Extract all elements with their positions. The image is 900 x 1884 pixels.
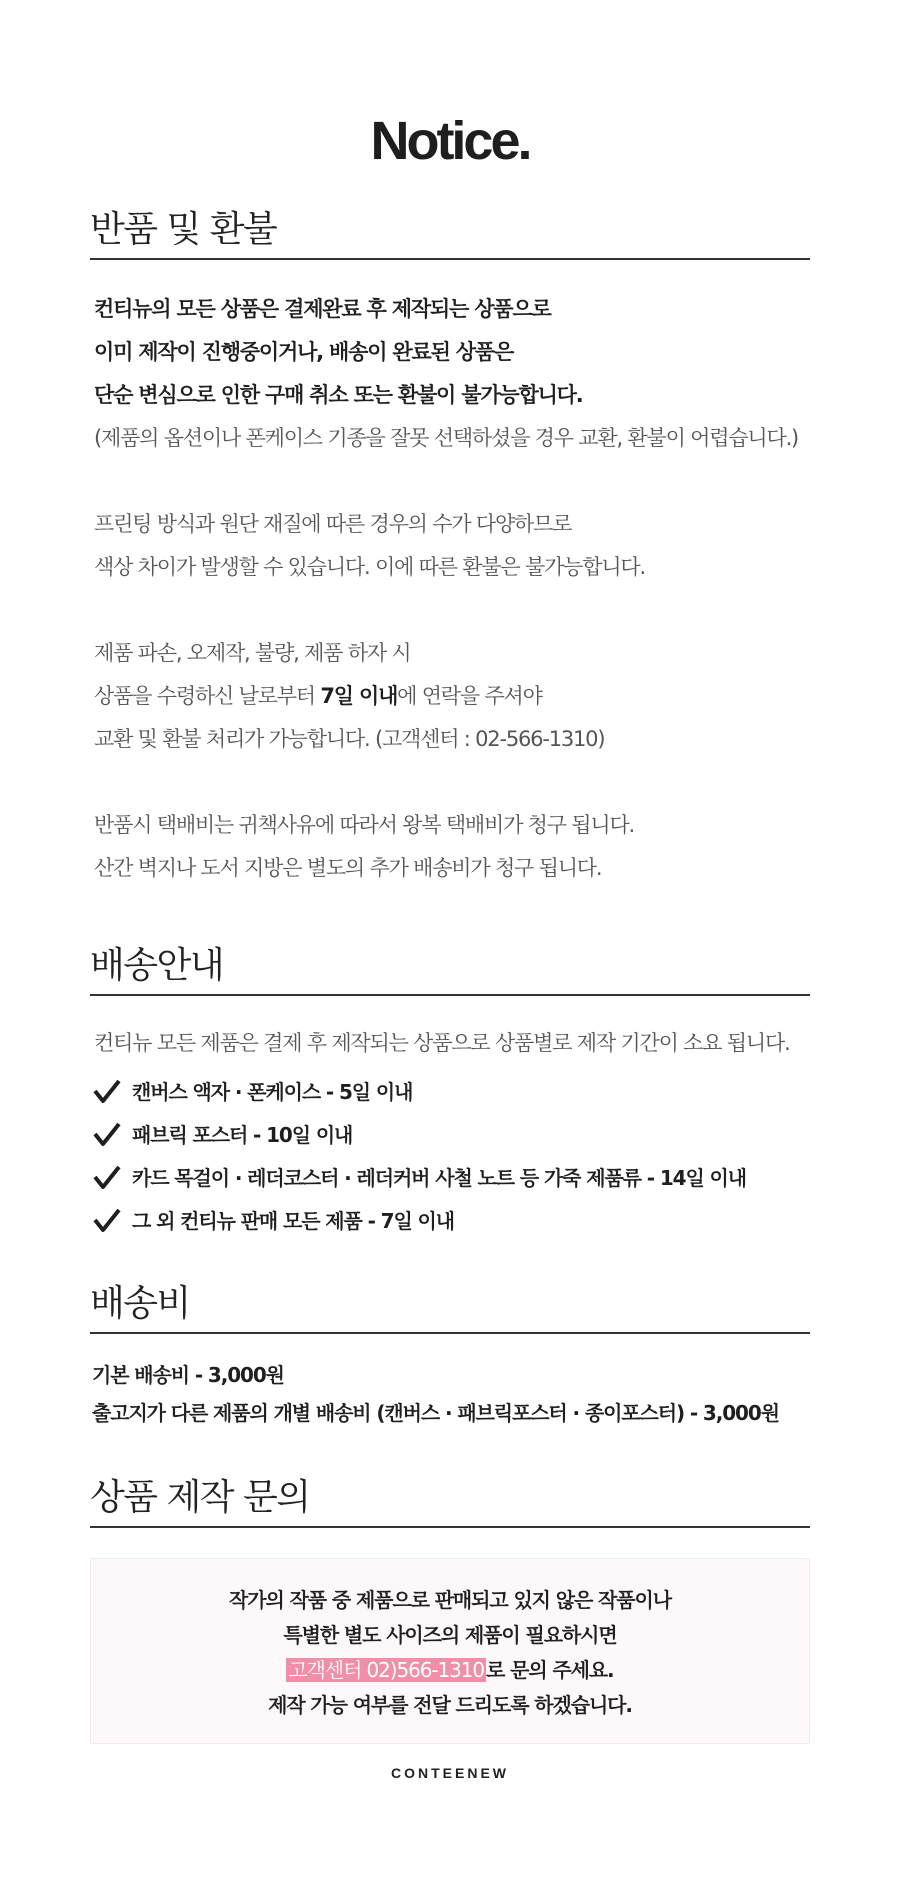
refund-line: (제품의 옵션이나 폰케이스 기종을 잘못 선택하셨을 경우 교환, 환불이 어렵습니다.) xyxy=(94,426,799,450)
refund-line-part: 상품을 수령하신 날로부터 xyxy=(94,684,321,708)
brand-logo: CONTEENEW xyxy=(391,1765,509,1781)
check-icon xyxy=(92,1162,122,1192)
refund-line: 이미 제작이 진행중이거나, 배송이 완료된 상품은 xyxy=(94,340,514,364)
refund-section xyxy=(90,206,810,890)
list-item-label: 그 외 컨티뉴 판매 모든 제품 - 7일 이내 xyxy=(132,1209,454,1233)
fee-line: 기본 배송비 - 3,000원 xyxy=(92,1363,284,1387)
refund-line: 제품 파손, 오제작, 불량, 제품 하자 시 xyxy=(94,641,411,665)
customer-center-highlight: 고객센터 02)566-1310 xyxy=(288,1658,485,1682)
refund-line-part: 에 연락을 주셔야 xyxy=(397,684,542,708)
inquiry-line: 제작 가능 여부를 전달 드리도록 하겠습니다. xyxy=(268,1693,632,1717)
list-item xyxy=(92,1112,810,1155)
refund-heading: 반품 및 환불 xyxy=(90,206,810,260)
refund-line: 교환 및 환불 처리가 가능합니다. (고객센터 : 02-566-1310) xyxy=(94,727,605,751)
inquiry-line: 작가의 작품 중 제품으로 판매되고 있지 않은 작품이나 xyxy=(229,1588,671,1612)
list-item-label: 패브릭 포스터 - 10일 이내 xyxy=(132,1123,353,1147)
list-item xyxy=(92,1069,810,1112)
refund-line: 컨티뉴의 모든 상품은 결제완료 후 제작되는 상품으로 xyxy=(94,297,551,321)
shipping-section xyxy=(90,942,810,1241)
refund-line xyxy=(94,675,810,718)
check-icon xyxy=(92,1076,122,1106)
list-item xyxy=(92,1198,810,1241)
inquiry-box xyxy=(90,1558,810,1744)
inquiry-line xyxy=(91,1653,809,1688)
shipping-heading: 배송안내 xyxy=(90,942,810,996)
shipping-intro: 컨티뉴 모든 제품은 결제 후 제작되는 상품으로 상품별로 제작 기간이 소요 됩니다. xyxy=(94,1031,790,1055)
list-item-label: 캔버스 액자 · 폰케이스 - 5일 이내 xyxy=(132,1080,413,1104)
refund-deadline: 7일 이내 xyxy=(320,684,398,708)
check-icon xyxy=(92,1205,122,1235)
inquiry-section xyxy=(90,1474,810,1744)
fee-heading: 배송비 xyxy=(90,1280,810,1334)
inquiry-line-rest: 로 문의 주세요. xyxy=(486,1658,614,1682)
refund-line: 단순 변심으로 인한 구매 취소 또는 환불이 불가능합니다. xyxy=(94,383,583,407)
inquiry-heading: 상품 제작 문의 xyxy=(90,1474,810,1528)
refund-line: 프린팅 방식과 원단 재질에 따른 경우의 수가 다양하므로 xyxy=(94,512,572,536)
inquiry-line: 특별한 별도 사이즈의 제품이 필요하시면 xyxy=(283,1623,617,1647)
list-item-label: 카드 목걸이 · 레더코스터 · 레더커버 사철 노트 등 가죽 제품류 - 14일 이내 xyxy=(132,1166,746,1190)
fee-line: 출고지가 다른 제품의 개별 배송비 (캔버스 · 패브릭포스터 · 종이포스터) - 3,000원 xyxy=(92,1401,779,1425)
list-item xyxy=(92,1155,810,1198)
page-title: Notice. xyxy=(370,111,530,171)
refund-line: 산간 벽지나 도서 지방은 별도의 추가 배송비가 청구 됩니다. xyxy=(94,856,602,880)
refund-text xyxy=(90,288,810,890)
fee-section xyxy=(90,1280,810,1432)
refund-line: 색상 차이가 발생할 수 있습니다. 이에 따른 환불은 불가능합니다. xyxy=(94,555,645,579)
refund-line: 반품시 택배비는 귀책사유에 따라서 왕복 택배비가 청구 됩니다. xyxy=(94,813,635,837)
check-icon xyxy=(92,1119,122,1149)
shipping-list xyxy=(90,1069,810,1241)
